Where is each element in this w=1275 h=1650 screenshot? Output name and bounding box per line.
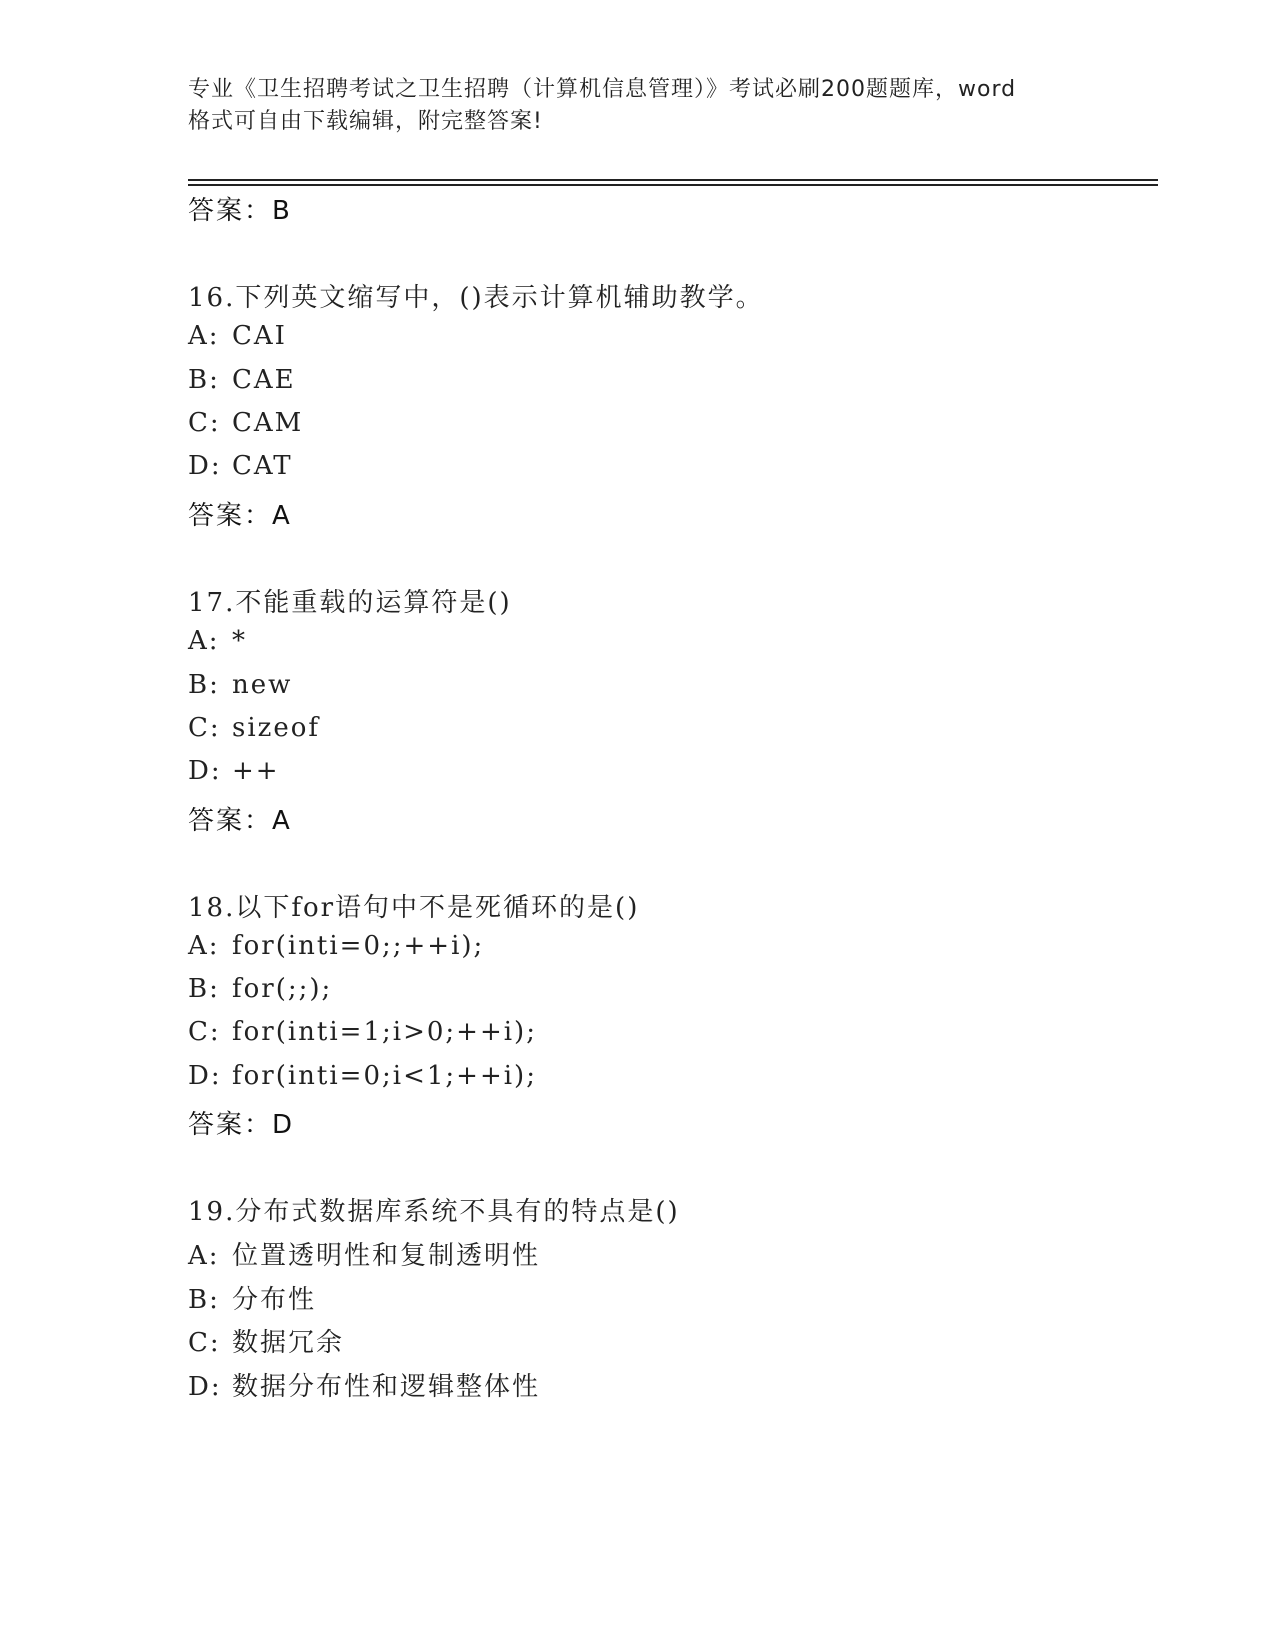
question-18-stem: 18.以下for语句中不是死循环的是() <box>188 893 640 923</box>
option-label: B: <box>188 974 220 1004</box>
option-text: CAE <box>232 365 296 395</box>
option-text: new <box>232 670 293 700</box>
question-16-answer: 答案：A <box>188 501 292 531</box>
option-text: CAT <box>232 451 293 481</box>
question-17-option-c <box>188 713 320 743</box>
option-label: C: <box>188 1017 221 1047</box>
option-label: C: <box>188 1328 221 1358</box>
question-16-option-a <box>188 321 287 351</box>
question-16-option-c <box>188 408 303 438</box>
option-text: CAI <box>232 321 287 351</box>
question-18-option-b <box>188 974 332 1004</box>
question-17-answer: 答案：A <box>188 806 292 836</box>
question-19-stem: 19.分布式数据库系统不具有的特点是() <box>188 1197 680 1227</box>
option-label: A: <box>188 626 220 656</box>
question-18-option-d <box>188 1061 537 1091</box>
question-19-option-d <box>188 1366 540 1403</box>
option-label: B: <box>188 365 220 395</box>
question-18-answer: 答案：D <box>188 1110 295 1140</box>
option-label: C: <box>188 713 221 743</box>
option-label: A: <box>188 1241 220 1271</box>
question-18-option-a <box>188 931 484 961</box>
option-label: B: <box>188 670 220 700</box>
option-text: for(inti=0;;++i); <box>232 931 485 961</box>
option-text: * <box>232 626 247 656</box>
answer-line: 答案：B <box>188 196 292 226</box>
header-divider-bottom <box>188 184 1158 186</box>
question-19-option-b <box>188 1279 316 1316</box>
option-text: for(inti=1;i>0;++i); <box>232 1017 537 1047</box>
question-17-option-a <box>188 626 247 656</box>
option-label: D: <box>188 1372 222 1402</box>
question-16-option-b <box>188 365 296 395</box>
header-divider-top <box>188 179 1158 181</box>
page-header <box>188 74 1088 138</box>
option-text: 分布性 <box>232 1285 317 1315</box>
option-label: D: <box>188 451 222 481</box>
option-text: sizeof <box>232 713 321 743</box>
question-17-option-d <box>188 756 280 786</box>
option-text: for(;;); <box>232 974 333 1004</box>
question-16-option-d <box>188 451 293 481</box>
header-title-line-1: 专业《卫生招聘考试之卫生招聘（计算机信息管理）》考试必刷200题题库，word <box>188 77 1017 102</box>
option-text: CAM <box>232 408 304 438</box>
option-label: A: <box>188 321 220 351</box>
option-text: 位置透明性和复制透明性 <box>232 1241 541 1271</box>
question-17-stem: 17.不能重载的运算符是() <box>188 588 512 618</box>
header-title-line-2: 格式可自由下载编辑，附完整答案! <box>188 109 543 134</box>
question-18-option-c <box>188 1017 537 1047</box>
question-19-option-c <box>188 1322 344 1359</box>
question-17-option-b <box>188 670 292 700</box>
option-label: B: <box>188 1285 220 1315</box>
option-label: D: <box>188 756 222 786</box>
question-16-stem: 16.下列英文缩写中，()表示计算机辅助教学。 <box>188 283 764 313</box>
option-label: C: <box>188 408 221 438</box>
option-text: for(inti=0;i<1;++i); <box>232 1061 537 1091</box>
option-label: D: <box>188 1061 222 1091</box>
option-text: ++ <box>232 756 280 786</box>
question-19-option-a <box>188 1235 540 1272</box>
option-text: 数据冗余 <box>232 1328 345 1358</box>
option-label: A: <box>188 931 220 961</box>
option-text: 数据分布性和逻辑整体性 <box>232 1372 541 1402</box>
